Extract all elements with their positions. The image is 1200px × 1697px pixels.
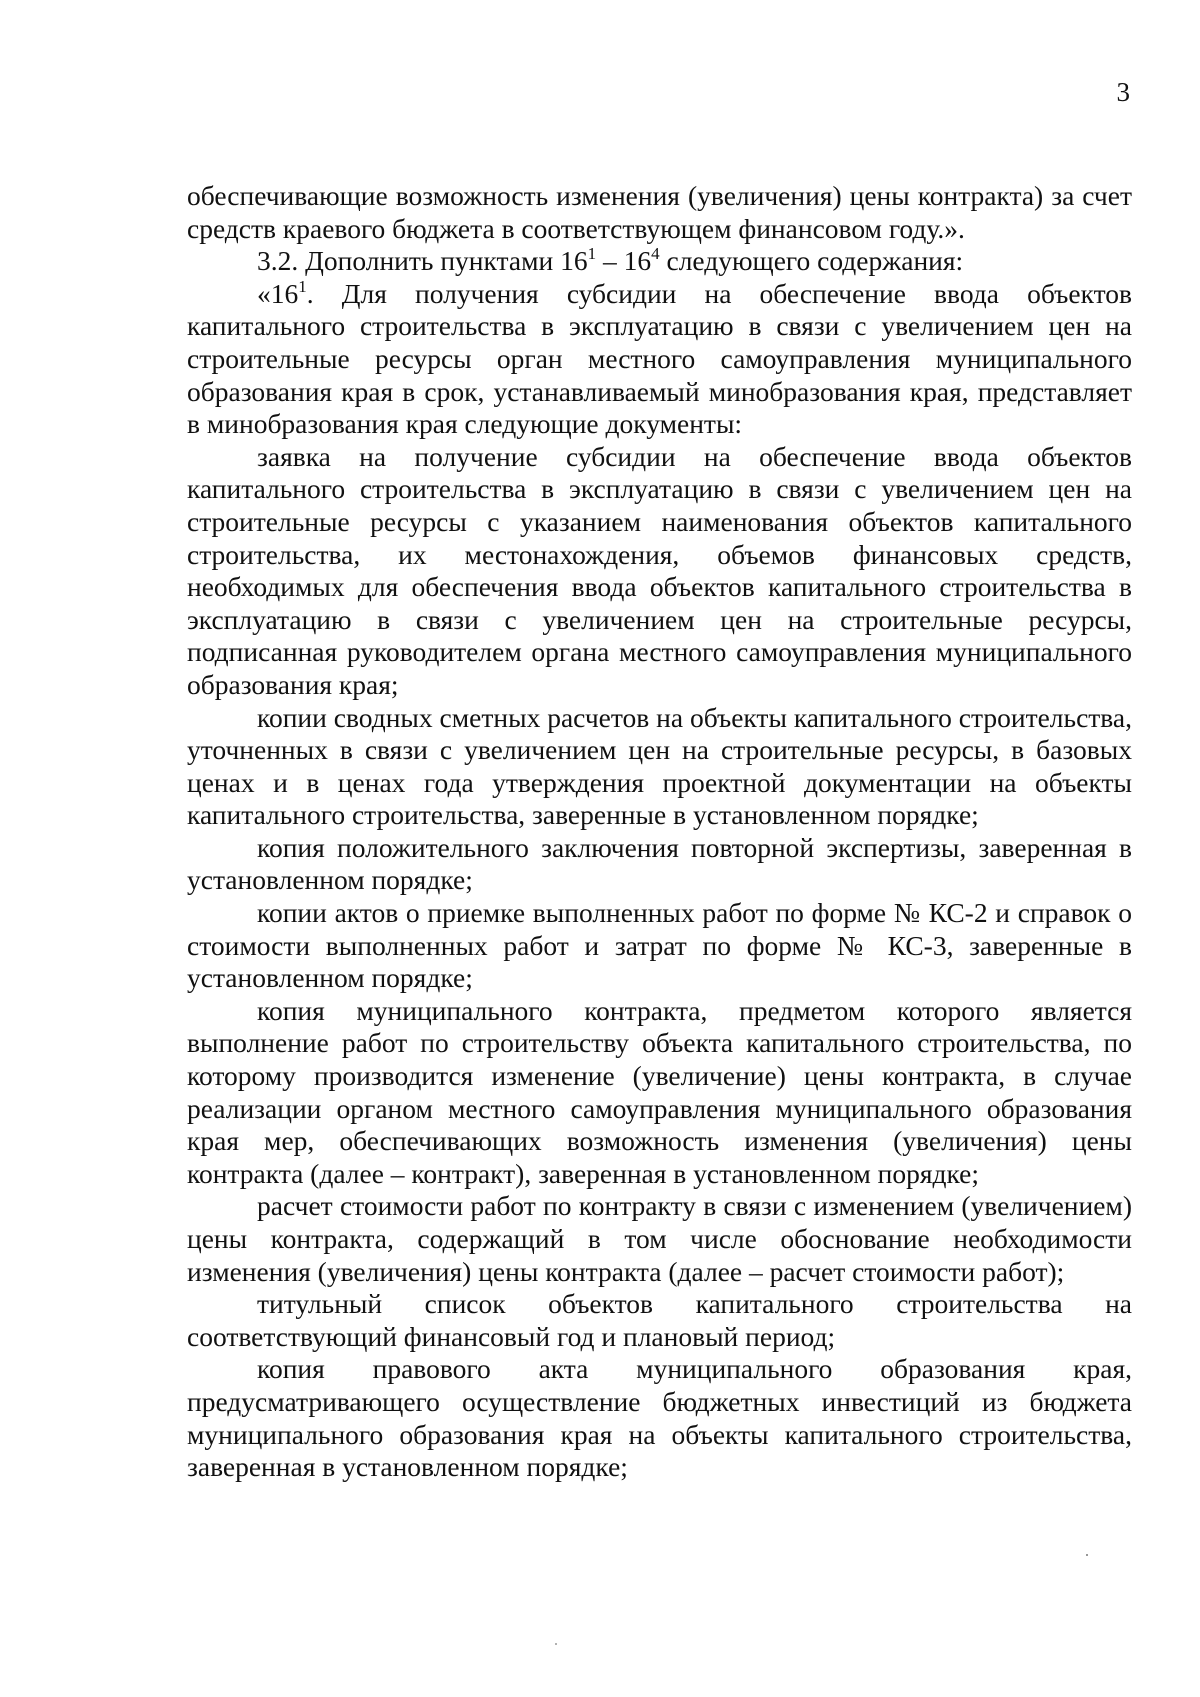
paragraph-expertise: копия положительного заключения повторной экспертизы, заверенная в установленном порядке; — [187, 831, 1132, 896]
text-segment: «16 — [257, 277, 299, 309]
text-segment: – 16 — [596, 245, 652, 277]
paragraph-title-list: титульный список объектов капитального строительства на соответствующий финансовый год и плановый период; — [187, 1288, 1132, 1352]
paragraph-contract: копия муниципального контракта, предметом которого является выполнение работ по строительству объекта капитального строительства, по которому производится изменение (увеличение) цены контракта, в случае реализации органом местного самоуправления муниципального образования края мер, обеспечивающих возможность изменения (увеличения) цены контракта (далее – контракт), заверенная в установленном порядке; — [187, 994, 1132, 1189]
paragraph-acts: копии актов о приемке выполненных работ по форме № КС-2 и справок о стоимости выполненных работ и затрат по форме № КС-3, заверенные в установленном порядке; — [187, 897, 1132, 994]
document-body — [187, 180, 1132, 1484]
paragraph-continuation: обеспечивающие возможность изменения (увеличения) цены контракта) за счет средств краевого бюджета в соответствующем финансовом году.». — [187, 180, 1132, 244]
paragraph-estimates: копии сводных сметных расчетов на объекты капитального строительства, уточненных в связи с увеличением цен на строительные ресурсы, в базовых ценах и в ценах года утверждения проектной документации на объекты капитального строительства, заверенные в установленном порядке; — [187, 701, 1132, 831]
text-segment: 3.2. Дополнить пунктами 16 — [257, 245, 588, 277]
paragraph-cost-calculation: расчет стоимости работ по контракту в связи с изменением (увеличением) цены контракта, содержащий в том числе обоснование необходимости изменения (увеличения) цены контракта (далее – расчет стоимости работ); — [187, 1190, 1132, 1287]
paragraph-application: заявка на получение субсидии на обеспечение ввода объектов капитального строительства в эксплуатацию в связи с увеличением цен на строительные ресурсы с указанием наименования объектов капитального строительства, их местонахождения, объемов финансовых средств, необходимых для обеспечения ввода объектов капитального строительства в эксплуатацию в связи с увеличением цен на строительные ресурсы, подписанная руководителем органа местного самоуправления муниципального образования края; — [187, 440, 1132, 700]
paragraph-item-16-1 — [187, 278, 1132, 441]
text-segment: следующего содержания: — [659, 245, 964, 277]
superscript: 4 — [651, 244, 660, 264]
text-segment: . Для получения субсидии на обеспечение ввода объектов капитального строительства в эксплуатацию в связи с увеличением цен на строительные ресурсы орган местного самоуправления муниципального образования края в срок, устанавливаемый минобразования края, представляет в минобразования края следующие документы: — [187, 277, 1132, 440]
scan-speck — [1086, 1554, 1088, 1556]
paragraph-legal-act: копия правового акта муниципального образования края, предусматривающего осуществление бюджетных инвестиций из бюджета муниципального образования края на объекты капитального строительства, заверенная в установленном порядке; — [187, 1353, 1132, 1483]
page-number: 3 — [1116, 77, 1130, 107]
superscript: 1 — [298, 276, 307, 296]
superscript: 1 — [587, 244, 597, 264]
scan-speck — [555, 1643, 557, 1645]
paragraph-item-3-2 — [187, 245, 1132, 278]
